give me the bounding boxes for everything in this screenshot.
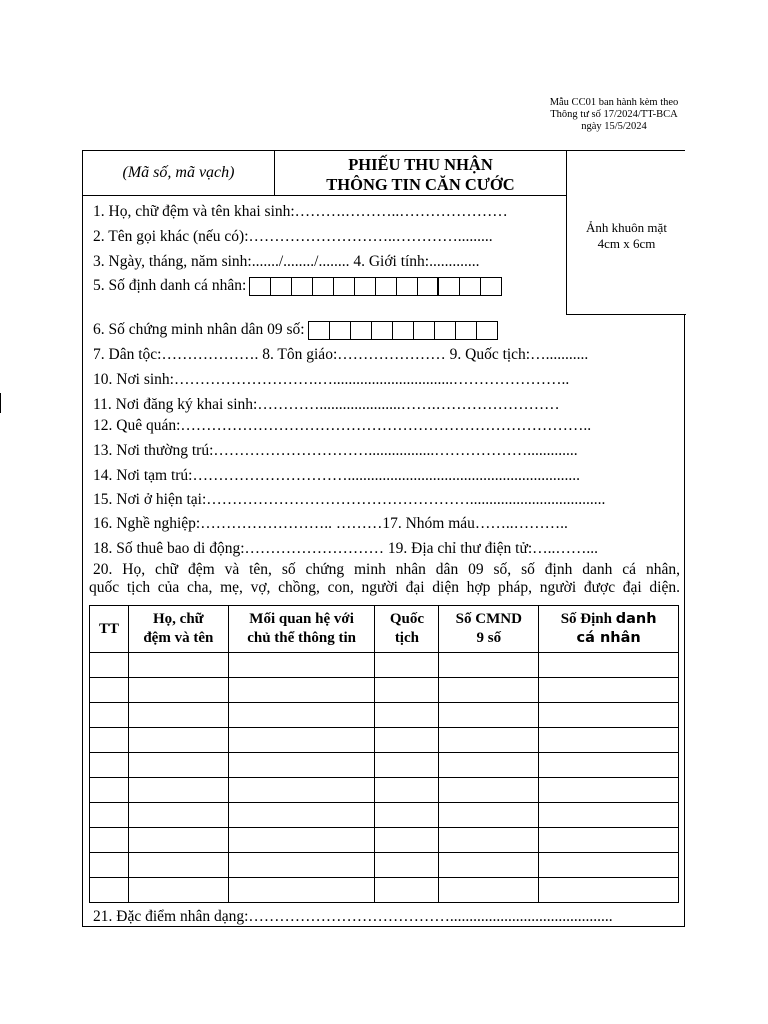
- table-cell[interactable]: [539, 853, 679, 878]
- field-hometown: 12. Quê quán:……………………………………………………………………..: [93, 417, 592, 434]
- table-cell[interactable]: [128, 703, 228, 728]
- table-cell[interactable]: [228, 878, 375, 903]
- table-cell[interactable]: [128, 653, 228, 678]
- barcode-field: [83, 151, 275, 196]
- table-cell[interactable]: [439, 653, 539, 678]
- form-title: [275, 151, 566, 196]
- table-cell[interactable]: [539, 778, 679, 803]
- table-cell[interactable]: [90, 878, 129, 903]
- table-cell[interactable]: [228, 678, 375, 703]
- table-row: [90, 728, 679, 753]
- table-cell[interactable]: [539, 828, 679, 853]
- old-id-digit-boxes[interactable]: [308, 321, 498, 340]
- table-row: [90, 878, 679, 903]
- table-cell[interactable]: [375, 803, 439, 828]
- table-cell[interactable]: [439, 753, 539, 778]
- table-cell[interactable]: [128, 853, 228, 878]
- photo-label-1: Ảnh khuôn mặt: [586, 220, 667, 235]
- table-cell[interactable]: [228, 653, 375, 678]
- col-header-nationality: Quốc tịch: [375, 606, 439, 653]
- form-template-note: [530, 97, 698, 133]
- table-header-row: [90, 606, 679, 653]
- table-cell[interactable]: [539, 878, 679, 903]
- field-identifying-features: 21. Đặc điểm nhân dạng:…………………………………..........................................: [93, 908, 613, 925]
- title-line-1: PHIẾU THU NHẬN: [348, 155, 493, 174]
- table-cell[interactable]: [439, 878, 539, 903]
- table-row: [90, 678, 679, 703]
- table-row: [90, 653, 679, 678]
- col-header-personal-id: Số Định danh cá nhân: [539, 606, 679, 653]
- table-cell[interactable]: [128, 728, 228, 753]
- table-cell[interactable]: [90, 753, 129, 778]
- table-cell[interactable]: [539, 678, 679, 703]
- col-header-old-id: Số CMND 9 số: [439, 606, 539, 653]
- field-permanent-residence: 13. Nơi thường trú:………………………….................……………….............: [93, 442, 578, 459]
- table-cell[interactable]: [128, 753, 228, 778]
- title-line-2: THÔNG TIN CĂN CƯỚC: [326, 175, 515, 194]
- table-cell[interactable]: [375, 778, 439, 803]
- table-cell[interactable]: [90, 828, 129, 853]
- field-dob-gender: 3. Ngày, tháng, năm sinh:......./......../........ 4. Giới tính:.............: [93, 253, 480, 270]
- field-temporary-residence: 14. Nơi tạm trú:…………………………............................................................: [93, 467, 580, 484]
- table-cell[interactable]: [439, 778, 539, 803]
- table-cell[interactable]: [90, 803, 129, 828]
- table-cell[interactable]: [228, 803, 375, 828]
- field-birth-name: 1. Họ, chữ đệm và tên khai sinh:……….………..…………………: [93, 203, 508, 220]
- table-cell[interactable]: [439, 728, 539, 753]
- table-cell[interactable]: [128, 778, 228, 803]
- table-cell[interactable]: [128, 878, 228, 903]
- field-personal-id: [93, 277, 502, 296]
- relatives-intro-line-1: 20. Họ, chữ đệm và tên, số chứng minh nhân dân 09 số, số định danh cá nhân,: [93, 561, 680, 578]
- photo-box: [566, 151, 686, 315]
- old-id-label: 6. Số chứng minh nhân dân 09 số:: [93, 321, 305, 339]
- table-cell[interactable]: [439, 703, 539, 728]
- table-cell[interactable]: [90, 853, 129, 878]
- table-cell[interactable]: [539, 803, 679, 828]
- table-row: [90, 753, 679, 778]
- table-row: [90, 778, 679, 803]
- table-cell[interactable]: [90, 678, 129, 703]
- table-cell[interactable]: [375, 653, 439, 678]
- table-cell[interactable]: [375, 853, 439, 878]
- relatives-intro-line-2: quốc tịch của cha, mẹ, vợ, chồng, con, người đại diện hợp pháp, người được đại diện.: [89, 579, 680, 596]
- note-line-3: ngày 15/5/2024: [581, 121, 647, 132]
- photo-label-2: 4cm x 6cm: [597, 236, 656, 251]
- barcode-label: (Mã số, mã vạch): [122, 164, 235, 181]
- table-cell[interactable]: [128, 678, 228, 703]
- table-cell[interactable]: [375, 753, 439, 778]
- table-cell[interactable]: [375, 703, 439, 728]
- col-header-name: Họ, chữ đệm và tên: [128, 606, 228, 653]
- relatives-table: [89, 605, 679, 903]
- table-cell[interactable]: [90, 703, 129, 728]
- table-cell[interactable]: [228, 728, 375, 753]
- table-cell[interactable]: [228, 828, 375, 853]
- col-header-index: TT: [90, 606, 129, 653]
- field-relatives-intro: [89, 561, 680, 597]
- personal-id-digit-boxes[interactable]: [249, 277, 502, 296]
- note-line-1: Mẫu CC01 ban hành kèm theo: [549, 97, 679, 108]
- table-cell[interactable]: [539, 653, 679, 678]
- table-cell[interactable]: [90, 778, 129, 803]
- table-cell[interactable]: [539, 753, 679, 778]
- text-cursor: [0, 393, 1, 413]
- table-cell[interactable]: [439, 828, 539, 853]
- table-cell[interactable]: [539, 728, 679, 753]
- table-cell[interactable]: [90, 653, 129, 678]
- table-cell[interactable]: [539, 703, 679, 728]
- citizen-id-form: [82, 150, 685, 927]
- table-row: [90, 828, 679, 853]
- table-cell[interactable]: [439, 678, 539, 703]
- field-place-of-birth: 10. Nơi sinh:……………………….…...............................…………………..: [93, 371, 570, 388]
- personal-id-label: 5. Số định danh cá nhân:: [93, 277, 247, 295]
- table-cell[interactable]: [439, 803, 539, 828]
- table-cell[interactable]: [375, 728, 439, 753]
- table-cell[interactable]: [228, 753, 375, 778]
- note-line-2: Thông tư số 17/2024/TT-BCA: [550, 109, 678, 120]
- table-cell[interactable]: [90, 728, 129, 753]
- field-old-id: [93, 321, 498, 340]
- table-cell[interactable]: [375, 678, 439, 703]
- table-cell[interactable]: [439, 853, 539, 878]
- table-cell[interactable]: [228, 778, 375, 803]
- table-cell[interactable]: [128, 803, 228, 828]
- table-row: [90, 803, 679, 828]
- field-current-residence: 15. Nơi ở hiện tại:……………………………………………...................................: [93, 491, 606, 508]
- field-occupation-blood-type: 16. Nghề nghiệp:…………………….. ………17. Nhóm máu……..………..: [93, 515, 568, 532]
- table-row: [90, 853, 679, 878]
- field-birth-registration-place: 11. Nơi đăng ký khai sinh:………….....................…….……………………: [93, 396, 560, 413]
- col-header-relationship: Mối quan hệ với chủ thể thông tin: [228, 606, 375, 653]
- field-other-name: 2. Tên gọi khác (nếu có):………………………..………….........: [93, 228, 493, 245]
- field-phone-email: 18. Số thuê bao di động:……………………… 19. Địa chỉ thư điện tử:…..……...: [93, 540, 599, 557]
- table-cell[interactable]: [375, 878, 439, 903]
- table-cell[interactable]: [375, 828, 439, 853]
- table-cell[interactable]: [128, 828, 228, 853]
- table-cell[interactable]: [228, 703, 375, 728]
- field-ethnicity-religion-nationality: 7. Dân tộc:………………. 8. Tôn giáo:………………… 9. Quốc tịch:…...........: [93, 346, 589, 363]
- table-row: [90, 703, 679, 728]
- table-cell[interactable]: [228, 853, 375, 878]
